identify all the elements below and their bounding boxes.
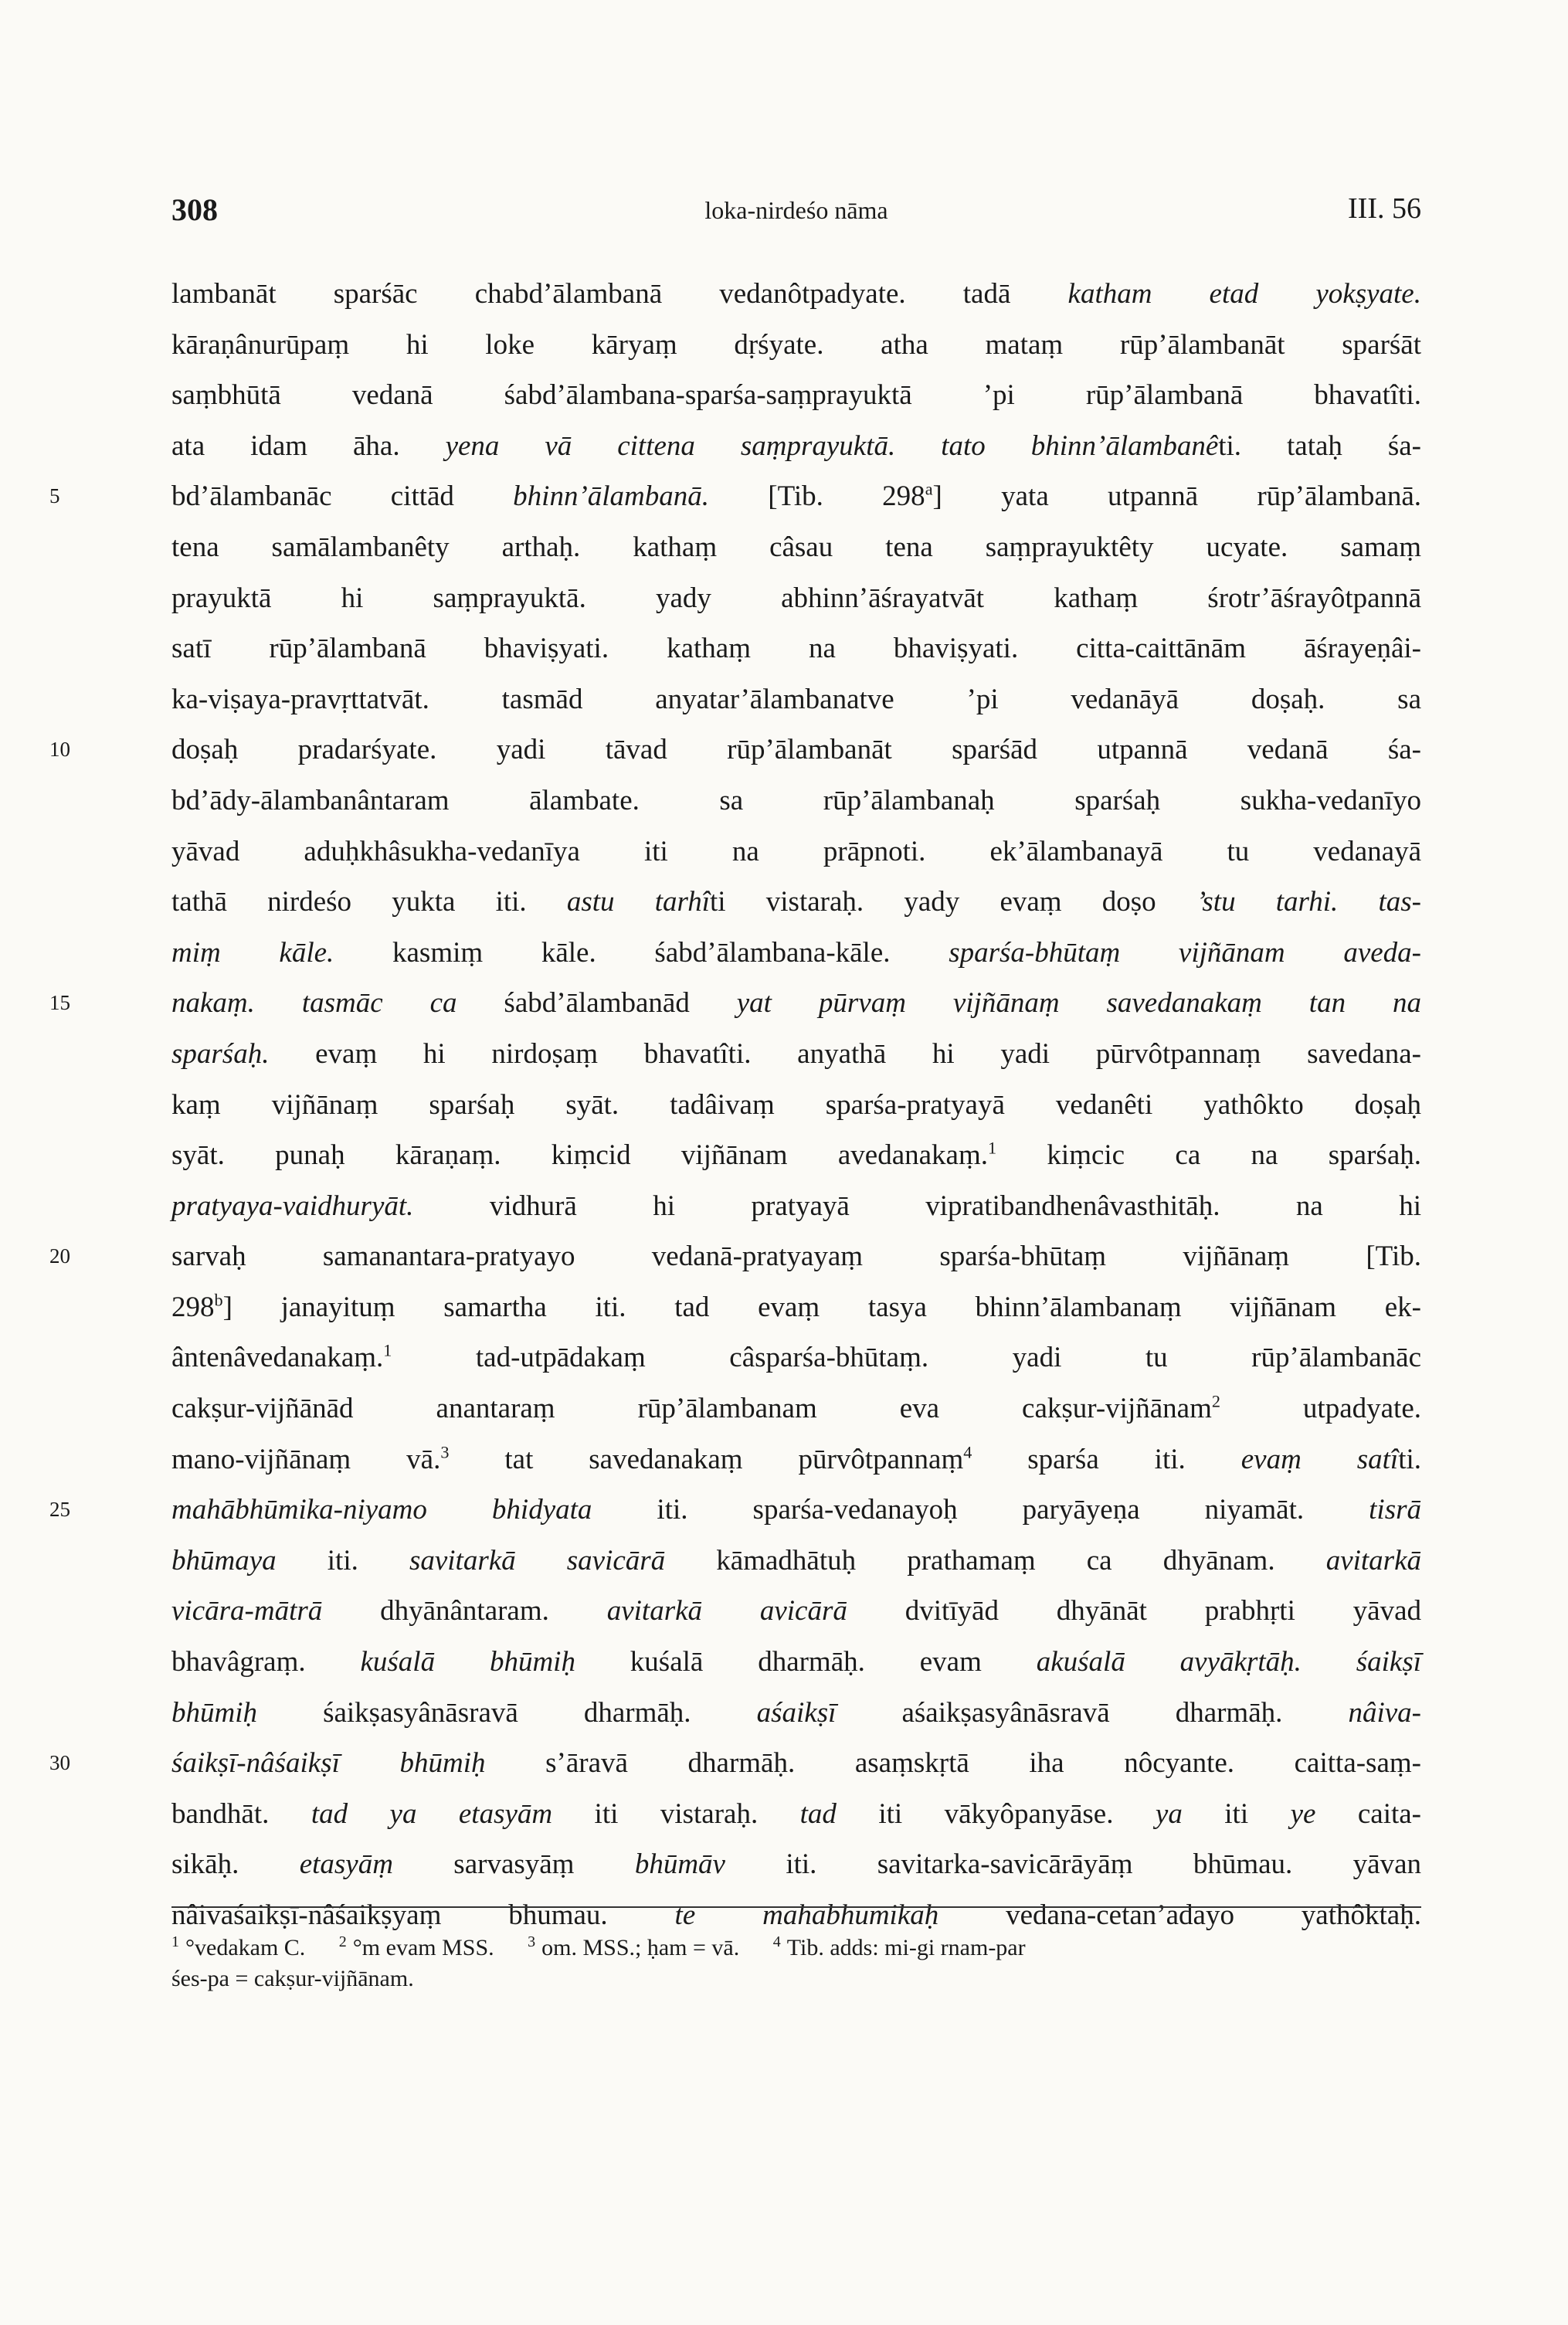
text-line	[171, 1080, 1421, 1131]
line-number: 5	[49, 484, 60, 508]
line-content: doṣaḥ pradarśyate. yadi tāvad rūp’ālambanāt sparśād utpannā vedanā śa-	[171, 734, 1421, 766]
text-line	[171, 1383, 1421, 1434]
footnote-text: °vedakam C.	[185, 1935, 306, 1960]
line-content: vicāra-mātrā dhyānântaram. avitarkā avicārā dvitīyād dhyānāt prabhṛti yāvad	[171, 1595, 1422, 1628]
text-line	[171, 1586, 1421, 1637]
text-line	[171, 1130, 1421, 1181]
line-content: bhūmaya iti. savitarkā savicārā kāmadhātuḥ prathamaṃ ca dhyānam. avitarkā	[171, 1544, 1421, 1577]
line-content: nakaṃ. tasmāc ca śabd’ālambanād yat pūrvaṃ vijñānaṃ savedanakaṃ tan na	[171, 987, 1421, 1020]
line-content: tathā nirdeśo yukta iti. astu tarhîti vistaraḥ. yady evaṃ doṣo ’stu tarhi. tas-	[171, 886, 1421, 918]
text-line	[171, 1434, 1421, 1485]
line-content: yāvad aduḥkhâsukha-vedanīya iti na prāpnoti. ek’ālambanayā tu vedanayā	[171, 835, 1421, 867]
text-line	[171, 522, 1421, 573]
text-line	[171, 826, 1421, 877]
line-content: saṃbhūtā vedanā śabd’ālambana-sparśa-saṃprayuktā ’pi rūp’ālambanā bhavatîti.	[171, 379, 1421, 412]
footnote-text: Tib. adds: mi-gi rnam-par	[786, 1935, 1026, 1960]
line-content: mano-vijñānaṃ vā.$^3$ tat savedanakaṃ pūrvôtpannaṃ$^4$ sparśa iti. evaṃ satîti.	[171, 1442, 1421, 1475]
footnote-mark: 1	[171, 1933, 179, 1950]
text-line	[171, 1789, 1421, 1840]
text-line	[171, 928, 1421, 979]
line-content: bhūmiḥ śaikṣasyânāsravā dharmāḥ. aśaikṣī aśaikṣasyânāsravā dharmāḥ. nâiva-	[171, 1696, 1421, 1729]
line-content: sarvaḥ samanantara-pratyayo vedanā-pratyayaṃ sparśa-bhūtaṃ vijñānaṃ [Tib.	[171, 1241, 1421, 1273]
footnote-text: °m evam MSS.	[352, 1935, 494, 1960]
line-content: bd’ādy-ālambanântaram ālambate. sa rūp’ālambanaḥ sparśaḥ sukha-vedanīyo	[171, 784, 1421, 816]
line-content: kaṃ vijñānaṃ sparśaḥ syāt. tadâivaṃ sparśa-pratyayā vedanêti yathôkto doṣaḥ	[171, 1088, 1421, 1121]
line-content: pratyaya-vaidhuryāt. vidhurā hi pratyayā vipratibandhenâvasthitāḥ. na hi	[171, 1190, 1421, 1222]
line-content: cakṣur-vijñānād anantaraṃ rūp’ālambanam eva cakṣur-vijñānam$^2$ utpadyate.	[171, 1391, 1422, 1425]
line-content: tena samālambanêty arthaḥ. kathaṃ câsau tena saṃprayuktêty ucyate. samaṃ	[171, 531, 1421, 563]
text-line	[49, 725, 1421, 776]
section-reference: III. 56	[1348, 192, 1421, 225]
line-content: prayuktā hi saṃprayuktā. yady abhinn’āśrayatvāt kathaṃ śrotr’āśrayôtpannā	[171, 582, 1421, 614]
footnote-4	[773, 1923, 1026, 1967]
line-content: ântenâvedanakaṃ.$^1$ tad-utpādakaṃ câsparśa-bhūtaṃ. yadi tu rūp’ālambanāc	[171, 1341, 1421, 1374]
line-content: miṃ kāle. kasmiṃ kāle. śabd’ālambana-kāle. sparśa-bhūtaṃ vijñānam aveda-	[171, 936, 1421, 969]
text-line	[171, 877, 1421, 928]
line-content: lambanāt sparśāc chabd’ālambanā vedanôtpadyate. tadā katham etad yokṣyate.	[171, 278, 1421, 310]
page-number: 308	[171, 192, 218, 227]
page-header	[171, 192, 1421, 238]
line-content: bhavâgraṃ. kuśalā bhūmiḥ kuśalā dharmāḥ. evam akuśalā avyākṛtāḥ. śaikṣī	[171, 1646, 1422, 1678]
line-content: kāraṇânurūpaṃ hi loke kāryaṃ dṛśyate. atha mataṃ rūp’ālambanāt sparśāt	[171, 328, 1421, 361]
text-line	[171, 1181, 1421, 1232]
footnote-continuation: śes-pa = cakṣur-vijñānam.	[171, 1966, 414, 1991]
text-line	[49, 1231, 1421, 1282]
line-content: mahābhūmika-niyamo bhidyata iti. sparśa-vedanayoḥ paryāyeṇa niyamāt. tisrā	[171, 1494, 1421, 1526]
line-content: bandhāt. tad ya etasyām iti vistaraḥ. tad iti vākyôpanyāse. ya iti ye caita-	[171, 1797, 1422, 1830]
line-number: 25	[49, 1498, 70, 1522]
footnote-3	[528, 1923, 739, 1967]
text-line	[171, 1839, 1421, 1890]
line-content: satī rūp’ālambanā bhaviṣyati. kathaṃ na bhaviṣyati. citta-caittānām āśrayeṇâi-	[171, 633, 1421, 665]
text-line	[171, 1688, 1421, 1739]
footnote-mark: 4	[772, 1933, 781, 1950]
text-line	[171, 421, 1421, 472]
footnote-text: om. MSS.; ḥam = vā.	[541, 1935, 740, 1960]
text-line	[171, 1332, 1421, 1383]
text-line	[171, 1536, 1421, 1587]
footnote-mark: 2	[338, 1933, 347, 1950]
running-head: loka-nirdeśo nāma	[704, 196, 888, 224]
footnote-mark: 3	[528, 1933, 536, 1950]
text-line	[49, 1485, 1421, 1536]
text-line	[171, 269, 1421, 320]
text-line	[171, 1637, 1421, 1688]
text-line	[171, 1029, 1421, 1080]
text-line	[171, 776, 1421, 826]
main-text	[49, 269, 1422, 1941]
text-line	[49, 1738, 1421, 1789]
footnote-line	[171, 1923, 1421, 1960]
text-line	[171, 320, 1421, 371]
line-number: 20	[49, 1244, 70, 1268]
line-content: nâivaśaikṣī-nâśaikṣyāṃ bhūmau. te mahābhūmikāḥ vedanā-cetan’ādayo yathôktāḥ.	[171, 1899, 1421, 1931]
line-content: syāt. punaḥ kāraṇaṃ. kiṃcid vijñānam avedanakaṃ.$^1$ kiṃcic ca na sparśaḥ.	[171, 1138, 1421, 1172]
line-content: ka-viṣaya-pravṛttatvāt. tasmād anyatar’ālambanatve ’pi vedanāyā doṣaḥ. sa	[171, 683, 1421, 715]
text-line	[171, 573, 1421, 624]
line-content: 298$^b$] janayituṃ samartha iti. tad evaṃ tasya bhinn’ālambanaṃ vijñānam ek-	[171, 1290, 1421, 1323]
line-content: ata idam āha. yena vā cittena saṃprayuktā. tato bhinn’ālambanêti. tataḥ śa-	[171, 429, 1422, 462]
line-number: 30	[49, 1751, 70, 1775]
line-content: bd’ālambanāc cittād bhinn’ālambanā. [Tib. 298$^a$] yata utpannā rūp’ālambanā.	[171, 480, 1421, 513]
line-content: sikāḥ. etasyāṃ sarvasyāṃ bhūmāv iti. savitarka-savicārāyāṃ bhūmau. yāvan	[171, 1848, 1421, 1881]
footnote-divider	[171, 1906, 1421, 1908]
text-line	[171, 674, 1421, 725]
text-line	[49, 471, 1421, 522]
text-line	[171, 623, 1421, 674]
footnotes	[171, 1923, 1421, 1997]
text-line	[49, 978, 1421, 1029]
text-line	[171, 1282, 1421, 1333]
text-line	[171, 370, 1421, 421]
line-number: 10	[49, 738, 70, 762]
line-content: śaikṣī-nâśaikṣī bhūmiḥ s’āravā dharmāḥ. asaṃskṛtā iha nôcyante. caitta-saṃ-	[171, 1747, 1421, 1780]
line-number: 15	[49, 991, 70, 1015]
line-content: sparśaḥ. evaṃ hi nirdoṣaṃ bhavatîti. anyathā hi yadi pūrvôtpannaṃ savedana-	[171, 1037, 1421, 1070]
